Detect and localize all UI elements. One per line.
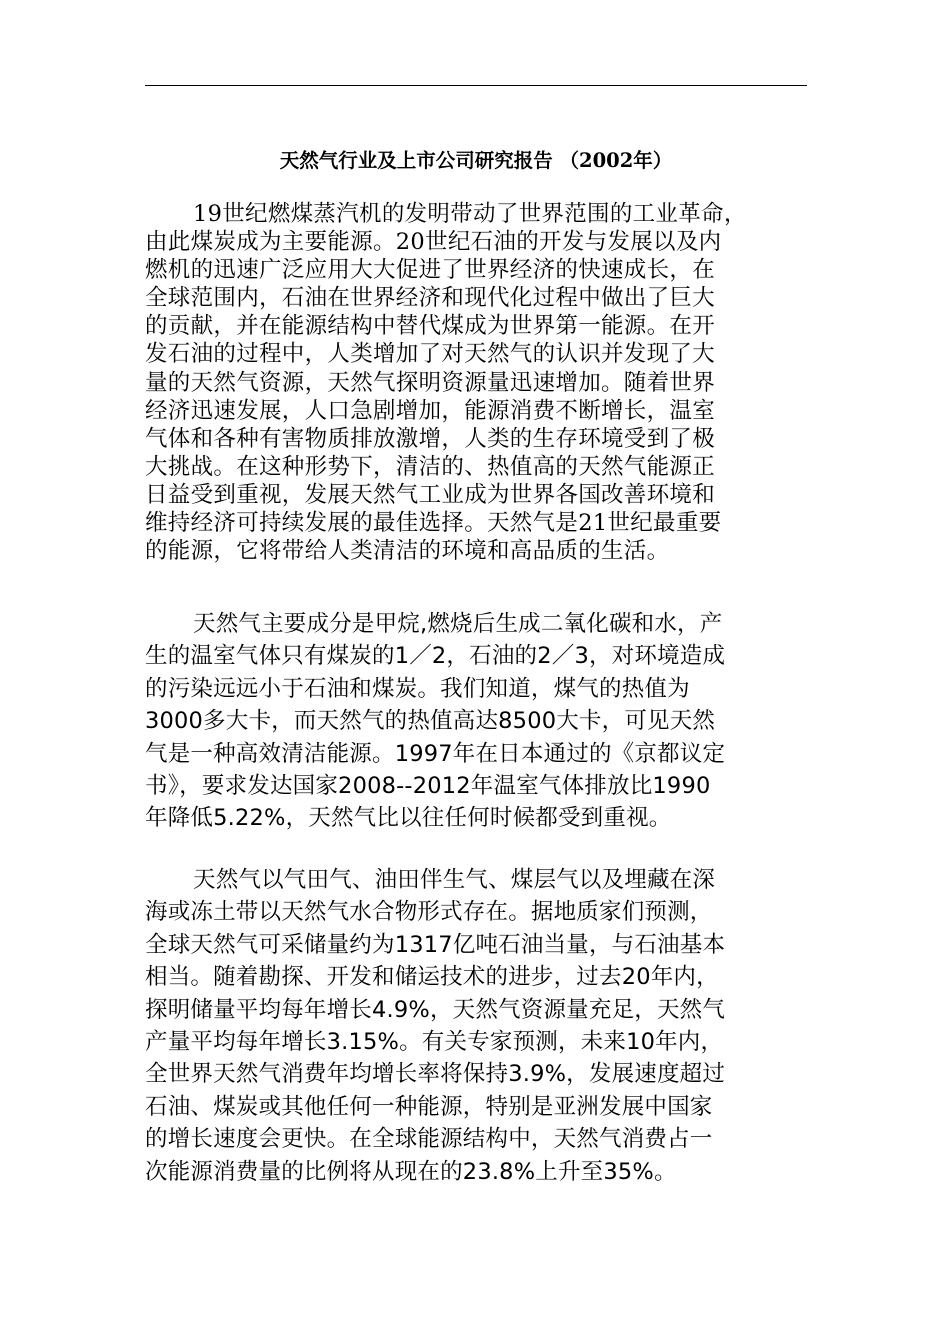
paragraph-line: 由此煤炭成为主要能源。20世纪石油的开发与发展以及内: [145, 229, 722, 256]
paragraph-2: [145, 608, 807, 835]
paragraph-line: 年降低5.22%，天然气比以往任何时候都受到重视。: [145, 805, 672, 832]
paragraph-line: 日益受到重视，发展天然气工业成为世界各国改善环境和: [145, 481, 716, 508]
paragraph-line: 发石油的过程中，人类增加了对天然气的认识并发现了大: [145, 341, 716, 368]
paragraph-line: 气体和各种有害物质排放激增，人类的生存环境受到了极: [145, 425, 716, 452]
header-rule: [145, 85, 807, 86]
paragraph-line: 全球天然气可采储量约为1317亿吨石油当量，与石油基本: [145, 931, 726, 958]
paragraph-line: 大挑战。在这种形势下，清洁的、热值高的天然气能源正: [145, 453, 716, 480]
paragraph-line: 全球范围内，石油在世界经济和现代化过程中做出了巨大: [145, 285, 716, 312]
paragraph-line: 量的天然气资源，天然气探明资源量迅速增加。随着世界: [145, 369, 716, 396]
paragraph-line: 探明储量平均每年增长4.9%，天然气资源量充足，天然气: [145, 996, 726, 1023]
paragraph-line: 燃机的迅速广泛应用大大促进了世界经济的快速成长，在: [145, 257, 716, 284]
paragraph-line: 的增长速度会更快。在全球能源结构中，天然气消费占一: [145, 1126, 713, 1153]
paragraph-line: 气是一种高效清洁能源。1997年在日本通过的《京都议定: [145, 740, 726, 767]
document-title: 天然气行业及上市公司研究报告 （2002年）: [279, 149, 673, 172]
paragraph-line: 全世界天然气消费年均增长率将保持3.9%，发展速度超过: [145, 1061, 726, 1088]
paragraph-line: 经济迅速发展，人口急剧增加，能源消费不断增长，温室: [145, 397, 716, 424]
paragraph-3: [145, 864, 807, 1188]
paragraph-line: 产量平均每年增长3.15%。有关专家预测，未来10年内，: [145, 1029, 724, 1056]
paragraph-line: 书》，要求发达国家2008--2012年温室气体排放比1990: [145, 773, 711, 800]
paragraph-line: 的能源，它将带给人类清洁的环境和高品质的生活。: [145, 538, 670, 565]
paragraph-line: 生的温室气体只有煤炭的1／2，石油的2／3，对环境造成: [145, 643, 726, 670]
paragraph-line: 3000多大卡，而天然气的热值高达8500大卡，可见天然: [145, 708, 716, 735]
paragraph-line: 的贡献，并在能源结构中替代煤成为世界第一能源。在开: [145, 313, 716, 340]
paragraph-line: 海或冻土带以天然气水合物形式存在。据地质家们预测，: [145, 899, 713, 926]
paragraph-line: 石油、煤炭或其他任何一种能源，特别是亚洲发展中国家: [145, 1093, 713, 1120]
paragraph-line: 19世纪燃煤蒸汽机的发明带动了世界范围的工业革命，: [193, 201, 747, 227]
paragraph-line: 的污染远远小于石油和煤炭。我们知道，煤气的热值为: [145, 675, 690, 702]
paragraph-1: [145, 200, 807, 565]
paragraph-line: 次能源消费量的比例将从现在的23.8%上升至35%。: [145, 1158, 677, 1185]
paragraph-line: 天然气以气田气、油田伴生气、煤层气以及埋藏在深: [193, 867, 716, 893]
paragraph-line: 天然气主要成分是甲烷,燃烧后生成二氧化碳和水，产: [193, 611, 723, 637]
paragraph-line: 相当。随着勘探、开发和储运技术的进步，过去20年内，: [145, 964, 719, 991]
paragraph-line: 维持经济可持续发展的最佳选择。天然气是21世纪最重要: [145, 510, 722, 537]
